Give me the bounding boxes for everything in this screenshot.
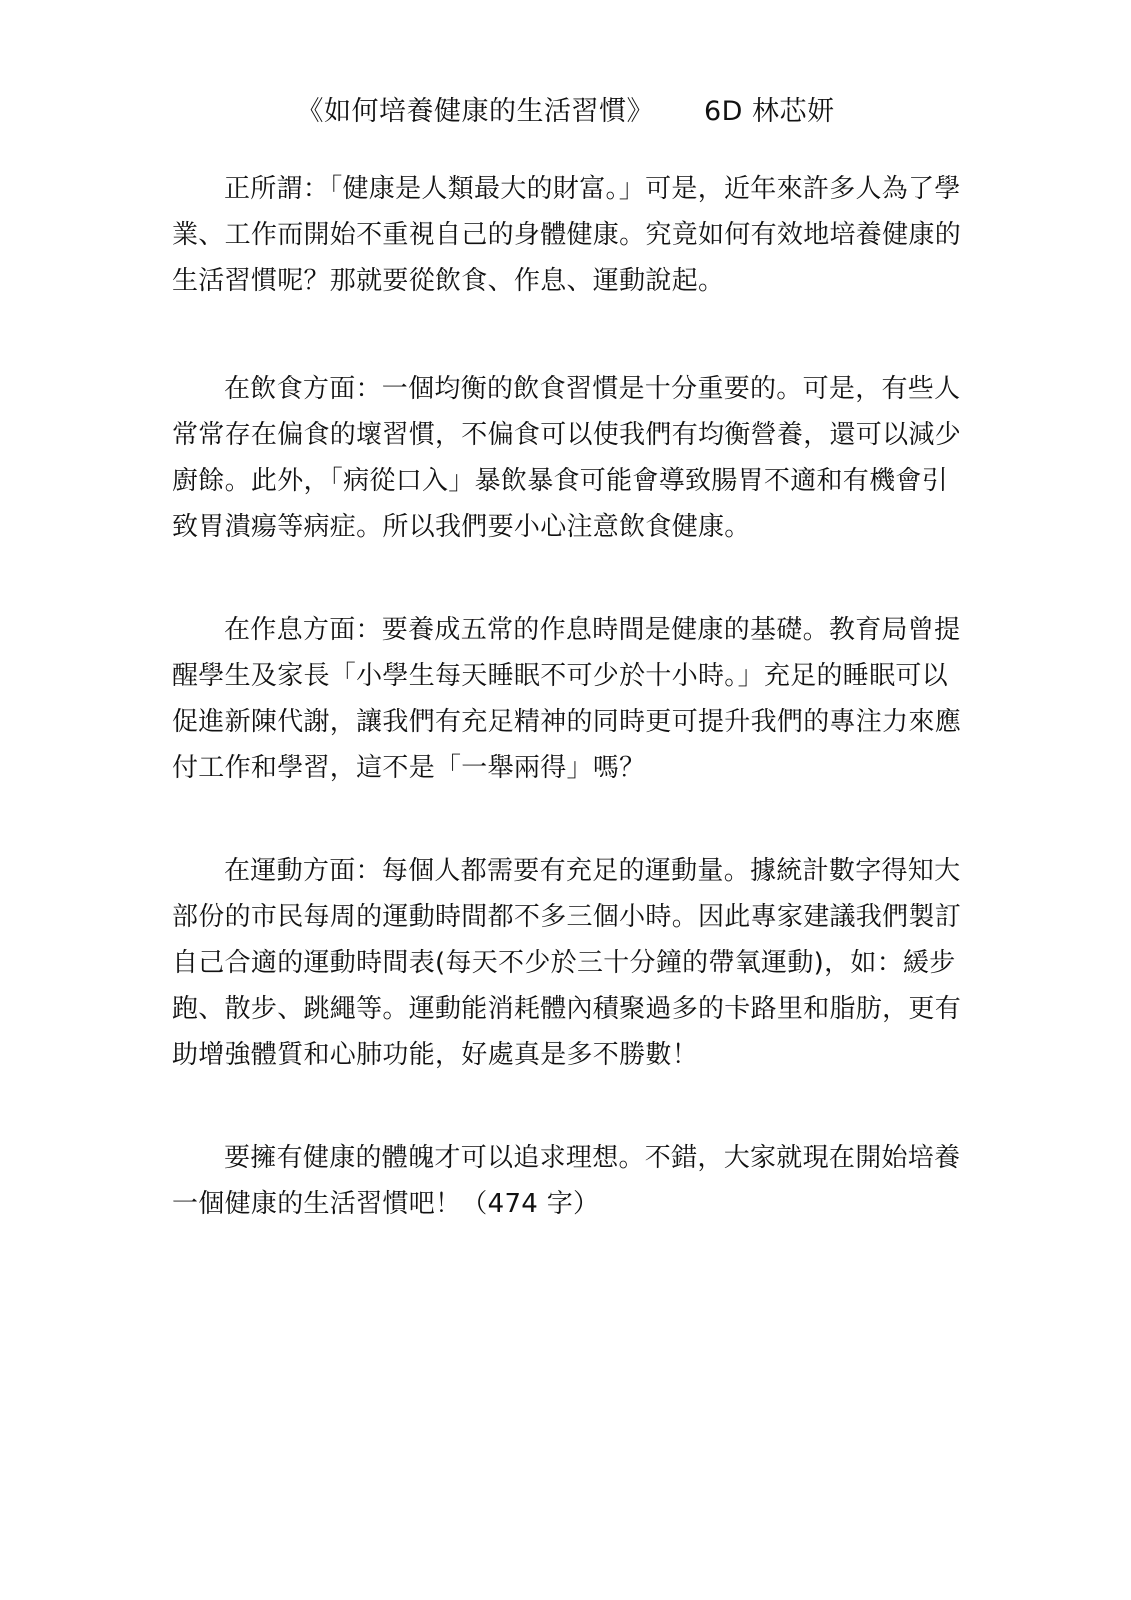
document-heading: [0, 92, 1131, 132]
paragraph-diet: 在飲食方面：一個均衡的飲食習慣是十分重要的。可是，有些人常常存在偏食的壞習慣，不偏食可以使我們有均衡營養，還可以減少廚餘。此外，「病從口入」暴飲暴食可能會導致腸胃不適和有機會引致胃潰瘍等病症。所以我們要小心注意飲食健康。: [172, 374, 962, 542]
paragraph-exercise: 在運動方面：每個人都需要有充足的運動量。據統計數字得知大部份的市民每周的運動時間都不多三個小時。因此專家建議我們製訂自己合適的運動時間表(每天不少於三十分鐘的帶氧運動)，如：緩步跑、散步、跳繩等。運動能消耗體內積聚過多的卡路里和脂肪，更有助增強體質和心肺功能，好處真是多不勝數！: [172, 856, 962, 1070]
paragraph-introduction: 正所謂：「健康是人類最大的財富。」可是，近年來許多人為了學業、工作而開始不重視自己的身體健康。究竟如何有效地培養健康的生活習慣呢？那就要從飲食、作息、運動說起。: [172, 174, 962, 296]
author-name: 6D 林芯妍: [703, 96, 835, 127]
paragraph-conclusion: 要擁有健康的體魄才可以追求理想。不錯，大家就現在開始培養一個健康的生活習慣吧！（474 字）: [172, 1143, 961, 1219]
essay-title: 《如何培養健康的生活習慣》: [296, 96, 654, 127]
paragraph-rest: 在作息方面：要養成五常的作息時間是健康的基礎。教育局曾提醒學生及家長「小學生每天睡眠不可少於十小時。」充足的睡眠可以促進新陳代謝，讓我們有充足精神的同時更可提升我們的專注力來應付工作和學習，這不是「一舉兩得」嗎？: [172, 615, 962, 783]
